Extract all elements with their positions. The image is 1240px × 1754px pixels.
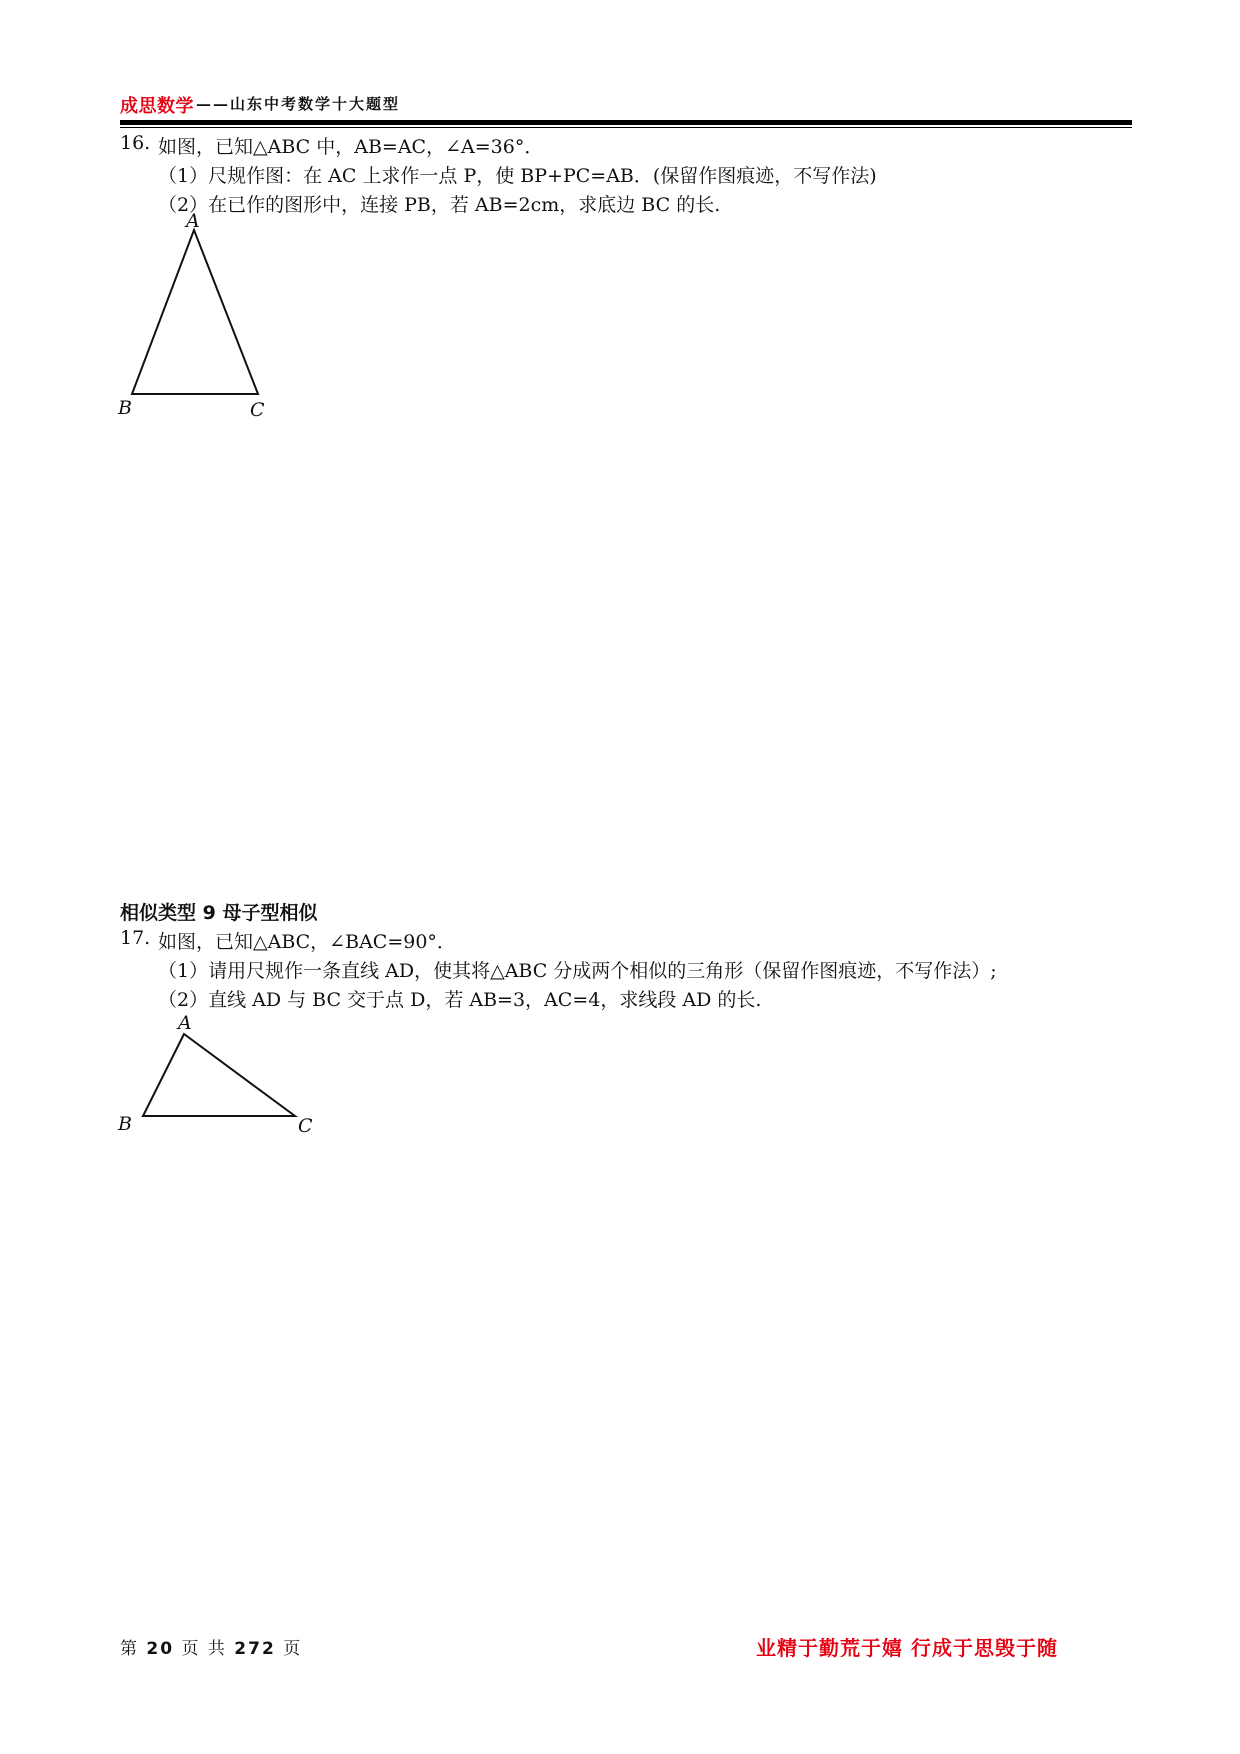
question-number: 16.: [120, 132, 151, 154]
page-header: [120, 92, 1132, 118]
vertex-label-a: A: [178, 1012, 192, 1034]
question-stem: 如图，已知△ABC 中，AB=AC，∠A=36°．: [158, 136, 544, 158]
brand-name: 成思数学: [120, 96, 194, 117]
page-indicator: [120, 1634, 302, 1659]
question-number: 17.: [120, 927, 151, 949]
page-number: 20: [146, 1639, 175, 1659]
header-rule-thick: [120, 120, 1132, 125]
page-middle: 页 共: [181, 1639, 227, 1659]
header-subtitle: ——山东中考数学十大题型: [196, 95, 401, 113]
right-triangle-figure: [112, 1004, 322, 1144]
header-rule-thin: [120, 127, 1132, 128]
triangle-abc: [143, 1034, 295, 1116]
triangle-abc: [132, 230, 258, 394]
vertex-label-b: B: [118, 1113, 132, 1135]
page-suffix: 页: [283, 1639, 303, 1659]
question-part-2: （2）直线 AD 与 BC 交于点 D，若 AB=3，AC=4，求线段 AD 的长.: [158, 989, 762, 1011]
vertex-label-c: C: [250, 399, 265, 420]
vertex-label-c: C: [298, 1115, 313, 1137]
page-total: 272: [234, 1639, 276, 1659]
footer-slogan: 业精于勤荒于嬉 行成于思毁于随: [756, 1636, 1058, 1660]
vertex-label-b: B: [118, 397, 132, 419]
page-prefix: 第: [120, 1639, 139, 1659]
question-part-1: （1）尺规作图：在 AC 上求作一点 P，使 BP+PC=AB．(保留作图痕迹，不写作法): [158, 165, 877, 187]
section-title: 相似类型 9 母子型相似: [120, 902, 318, 924]
question-stem: 如图，已知△ABC，∠BAC=90°．: [158, 931, 456, 953]
vertex-label-a: A: [186, 210, 200, 232]
question-part-2: （2）在已作的图形中，连接 PB，若 AB=2cm，求底边 BC 的长.: [158, 194, 721, 216]
question-part-1: （1）请用尺规作一条直线 AD，使其将△ABC 分成两个相似的三角形（保留作图痕迹，不写作法）;: [158, 960, 997, 982]
isosceles-triangle-figure: [112, 208, 272, 420]
